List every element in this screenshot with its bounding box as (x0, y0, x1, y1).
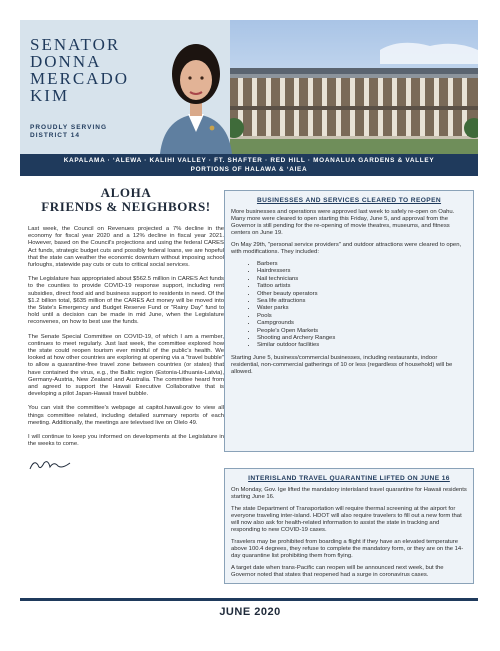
reopening-paragraph: More businesses and operations were approved last week to safely re-open on Oahu. Many more were cleared to open starting this Friday, June 5, and approval from the Governor is still pending for the re-opening of movie theatres, museums, and fitness centers on June 19. (231, 209, 455, 236)
district-areas-line: KAPALAMA · ʻALEWA · KALIHI VALLEY · FT. SHAFTER · RED HILL · MOANALUA GARDENS & VALLEY (63, 157, 435, 164)
reopening-paragraph: On May 29th, "personal service providers" and outdoor attractions were cleared to open, with modifications. They included: (231, 242, 462, 255)
list-item: • Campgrounds (257, 320, 467, 327)
masthead (20, 20, 478, 154)
letter-paragraph: You can visit the committee's webpage at capitol.hawaii.gov to view all things committee related, including detailed summary reports of each meeting. Additionally, the meetings are televised live on Olelo 49. (28, 405, 224, 426)
list-item: • Barbers (257, 261, 467, 268)
travel-quarantine-box (224, 468, 474, 584)
name-line: DONNA (30, 52, 102, 71)
list-item: • Tattoo artists (257, 283, 467, 290)
list-item: • Sea life attractions (257, 298, 467, 305)
list-item: • Shooting and Archery Ranges (257, 335, 467, 342)
greeting-headline (28, 186, 224, 214)
list-item: • Other beauty operators (257, 291, 467, 298)
travel-paragraph: On Monday, Gov. Ige lifted the mandatory interisland travel quarantine for Hawaii residents starting June 16. (231, 487, 467, 500)
district-label (30, 124, 107, 140)
travel-paragraph: The state Department of Transportation will require thermal screening at the airport for everyone traveling inter-island. HDOT will also require travelers to fill out a new form that will now also ask for health-related information to assist the state in tracking and responding to new COVID-19 cases. (231, 506, 462, 533)
travel-paragraph: A target date when trans-Pacific can reopen will be announced next week, but the Governor noted that states that reopened had a surge in coronavirus cases. (231, 565, 444, 578)
letter-paragraph: I will continue to keep you informed on developments at the Legislature in the weeks to come. (28, 434, 224, 448)
capitol-building-image (230, 20, 478, 154)
reopening-box (224, 190, 474, 452)
letter-paragraph: Last week, the Council on Revenues projected a 7% decline in the economy for fiscal year 2020 and a 12% decline in fiscal year 2021. However, based on the Council's projections and using the federal CARES Act funds, strategic budget cuts and possibly federal loans, we are hopeful that the state can weather the economic downturn without imposing school furloughs, statewide pay cuts or cuts to critical social services. (28, 226, 224, 269)
list-item: • Nail technicians (257, 276, 467, 283)
district-areas-bar (20, 154, 478, 176)
footer-divider (20, 598, 478, 601)
name-line: SENATOR (30, 35, 121, 54)
list-item: • Similar outdoor facilities (257, 342, 467, 349)
senator-portrait (150, 32, 242, 154)
serving-line: PROUDLY SERVING (30, 124, 108, 131)
headline-line: FRIENDS & NEIGHBORS! (41, 199, 211, 214)
signature-image (28, 457, 72, 473)
reopening-paragraph: Starting June 5, business/commercial businesses, including restaurants, indoor residential, non-commercial gatherings of 10 or less (regardless of household) will be allowed. (231, 354, 453, 375)
headline-line: ALOHA (100, 185, 152, 200)
serving-line: DISTRICT 14 (30, 132, 81, 139)
travel-quarantine-title: INTERISLAND TRAVEL QUARANTINE LIFTED ON JUNE 16 (248, 475, 450, 482)
list-item: • Hairdressers (257, 268, 467, 275)
letter-paragraph: The Legislature has appropriated about $562.5 million in CARES Act funds to the counties to provide COVID-19 response support, including rent subsidies, direct food aid and business support to residents in need. Of the $1.2 billion total, $635 million of the CARES Act money will be moved into the State's Emergency and Budget Reserve Fund or "Rainy Day" fund to hold until a decision can be made in mid June, when the Legislature reconvenes, on how to best use the funds. (28, 276, 224, 326)
name-line: MERCADO (30, 69, 130, 88)
name-line: KIM (30, 86, 70, 105)
list-item: • People's Open Markets (257, 328, 467, 335)
letter-paragraph: The Senate Special Committee on COVID-19, of which I am a member, continues to meet regularly. Just last week, the committee explored how the state could reopen tourism ever mindful of the public's health. We looked at how other countries are exploring at opening via a "travel bubble" to allow a quarantine-free travel zone between countries (or states) that have contained the virus, e.g., the Baltic region (Estonia-Lithuania-Latvia), Germany-Austria, New Zealand and Australia. The committee heard from and agreed to support the Hawaii Executive Collaborative that is developing a pilot Japan-Hawaii travel bubble. (28, 333, 224, 398)
district-areas-line: PORTIONS OF HALAWA & ʻAIEA (190, 166, 308, 173)
services-list (231, 261, 467, 350)
list-item: • Pools (257, 313, 467, 320)
travel-paragraph: Travelers may be prohibited from boarding a flight if they have an elevated temperature above 100.4 degrees, they refuse to complete the mandatory form, or they are on the 14-day quarantine list prohibiting them from flying. (231, 539, 464, 559)
issue-date: JUNE 2020 (219, 606, 281, 618)
letter-column (28, 186, 224, 478)
reopening-title: BUSINESSES AND SERVICES CLEARED TO REOPEN (256, 197, 442, 204)
list-item: • Water parks (257, 305, 467, 312)
